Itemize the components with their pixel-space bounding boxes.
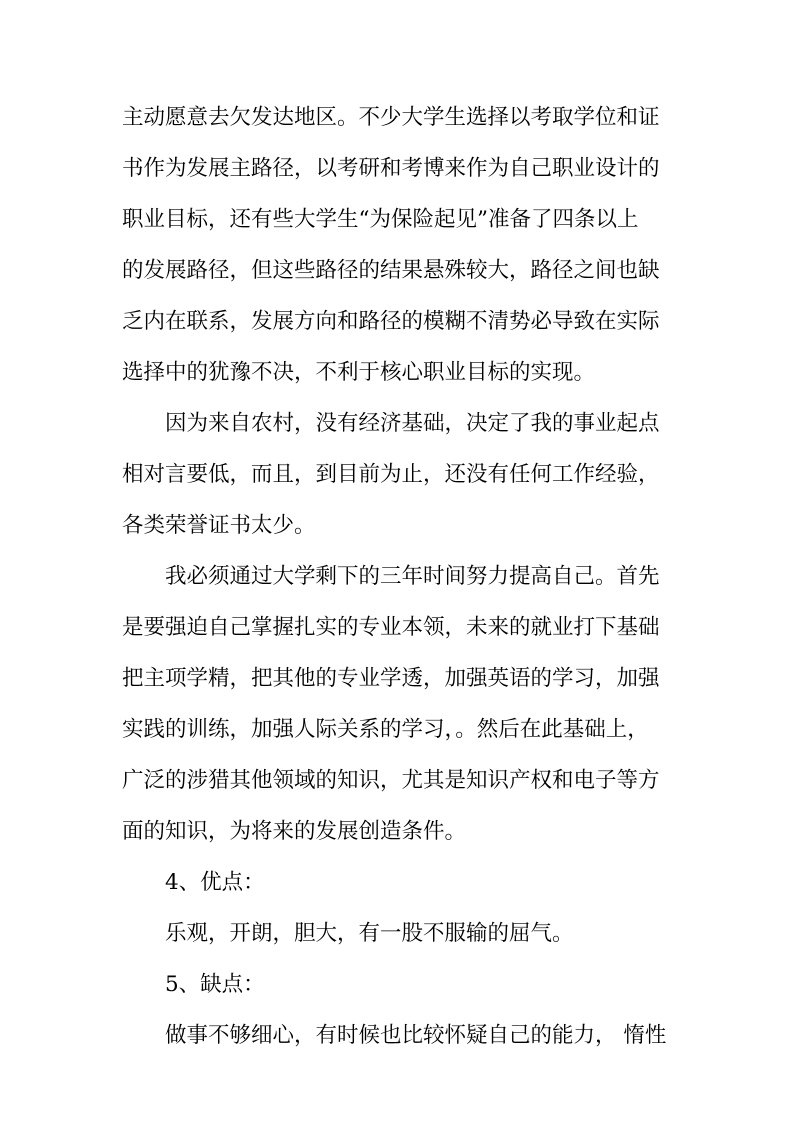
paragraph-3-line-2: 是要强迫自己掌握扎实的专业本领，未来的就业打下基础 [122,615,660,640]
paragraph-3-line-1: 我必须通过大学剩下的三年时间努力提高自己。首先 [165,564,660,589]
paragraph-2-line-2: 相对言要低，而且，到目前为止，还没有任何工作经验， [122,462,660,487]
section-heading-strengths: 4、优点： [165,870,265,895]
paragraph-1-line-3: 职业目标，还有些大学生“为保险起见”准备了四条以上 [122,207,639,232]
paragraph-2-line-3: 各类荣誉证书太少。 [122,513,316,538]
paragraph-1-line-2: 书作为发展主路径，以考研和考博来作为自己职业设计的 [122,156,660,181]
strengths-text: 乐观，开朗，胆大，有一股不服输的屈气。 [165,921,574,946]
section-heading-weaknesses: 5、缺点： [165,972,265,997]
paragraph-3-line-4: 实践的训练，加强人际关系的学习，。然后在此基础上， [122,717,649,742]
paragraph-1-line-6: 选择中的犹豫不决，不利于核心职业目标的实现。 [122,360,596,385]
paragraph-1-line-5: 乏内在联系，发展方向和路径的模糊不清势必导致在实际 [122,309,660,334]
paragraph-3-line-6: 面的知识，为将来的发展创造条件。 [122,819,467,844]
paragraph-1-line-1: 主动愿意去欠发达地区。不少大学生选择以考取学位和证 [122,105,660,130]
paragraph-3-line-5: 广泛的涉猎其他领域的知识，尤其是知识产权和电子等方 [122,768,660,793]
paragraph-1-line-4: 的发展路径，但这些路径的结果悬殊较大，路径之间也缺 [122,258,660,283]
paragraph-3-line-3: 把主项学精，把其他的专业学透，加强英语的学习，加强 [122,666,660,691]
weaknesses-text: 做事不够细心，有时候也比较怀疑自己的能力， 惰性 [165,1023,667,1048]
paragraph-2-line-1: 因为来自农村，没有经济基础，决定了我的事业起点 [165,411,660,436]
